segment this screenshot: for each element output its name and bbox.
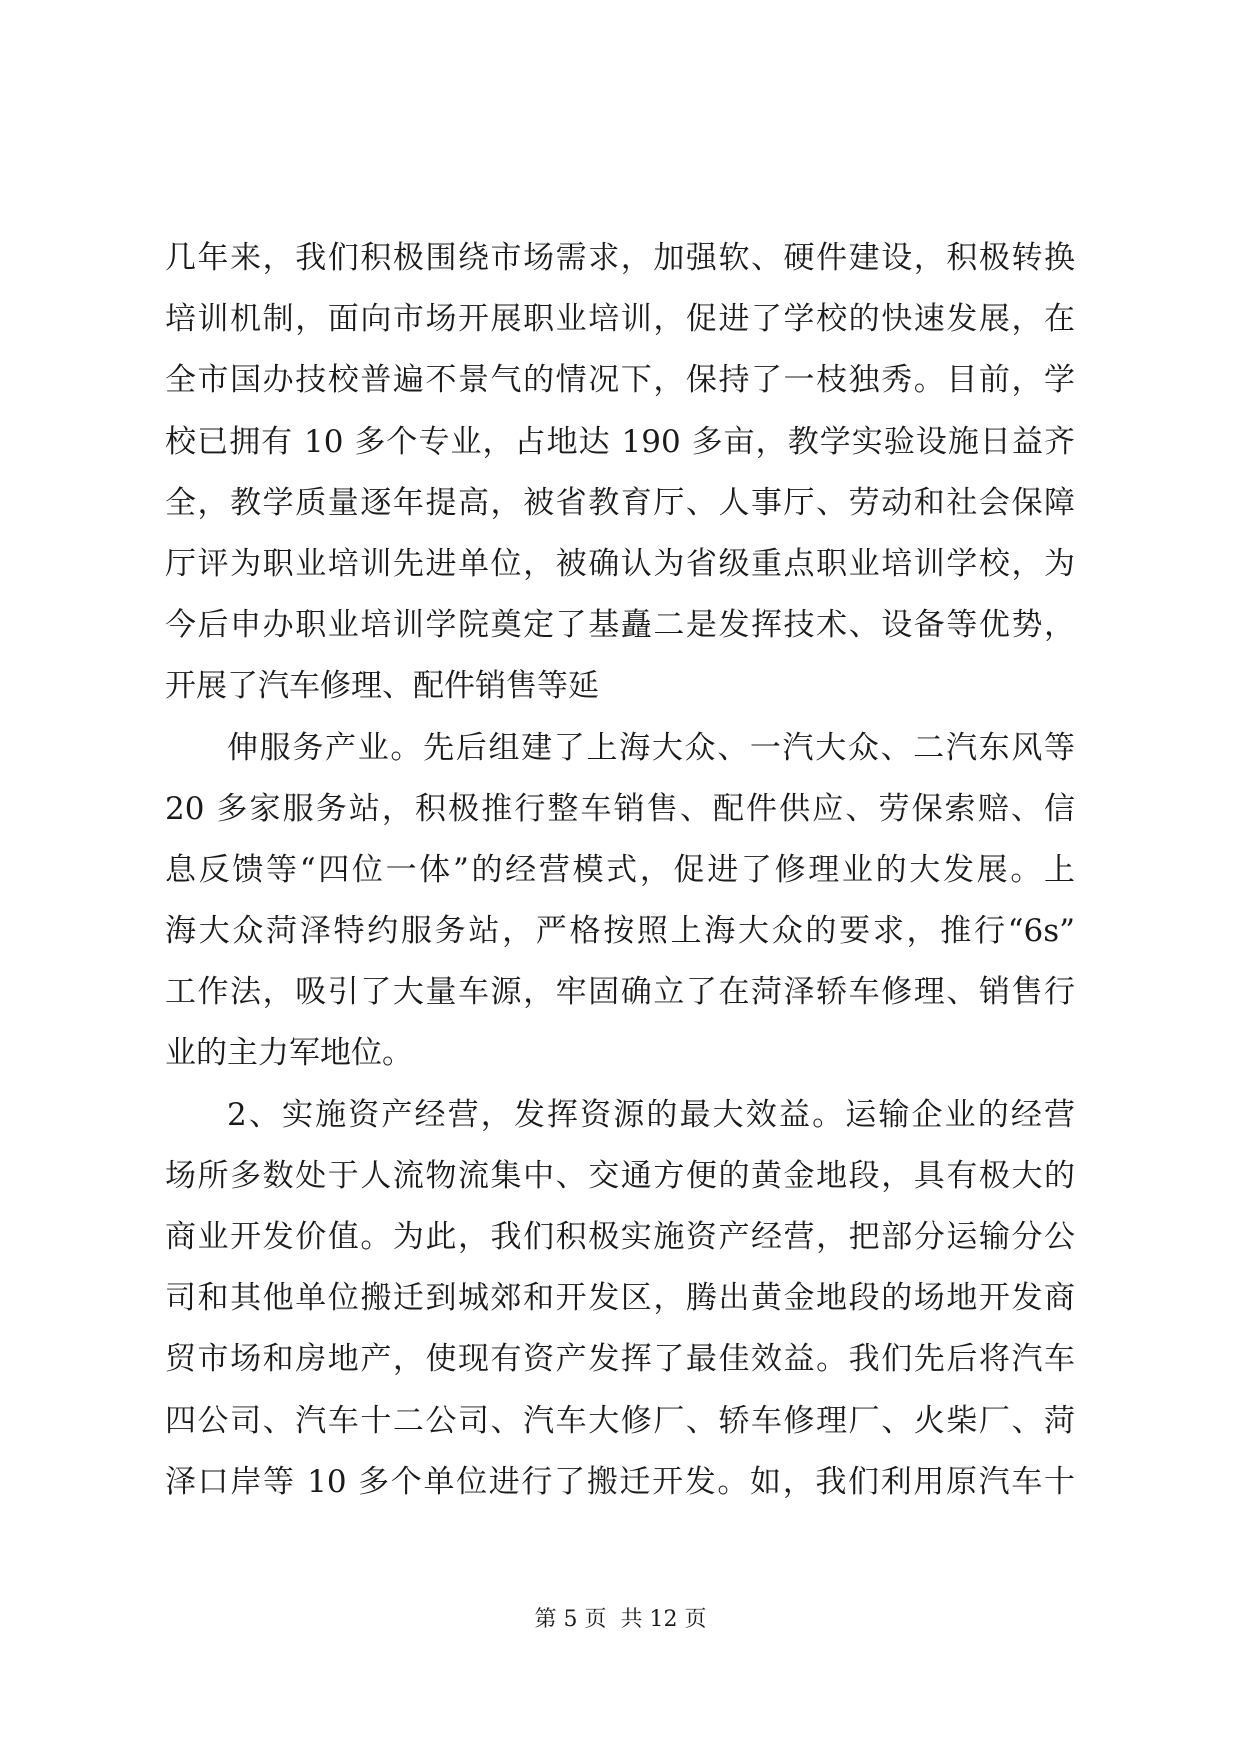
text-line: 开展了汽车修理、配件销售等延: [165, 668, 599, 705]
text-line: 四公司、汽车十二公司、汽车大修厂、轿车修理厂、火柴厂、菏: [165, 1402, 1075, 1439]
text-line: 全，教学质量逐年提高，被省教育厅、人事厅、劳动和社会保障: [165, 484, 1075, 521]
text-line: 海大众菏泽特约服务站，严格按照上海大众的要求，推行“6s”: [165, 913, 1075, 950]
page-footer: [0, 1605, 1241, 1635]
text-line: 2、实施资产经营，发挥资源的最大效益。运输企业的经营: [227, 1096, 1075, 1133]
document-body: [165, 228, 1075, 1513]
text-line: 几年来，我们积极围绕市场需求，加强软、硬件建设，积极转换: [165, 240, 1075, 276]
text-line: 培训机制，面向市场开展职业培训，促进了学校的快速发展，在: [165, 301, 1075, 338]
text-line: 厅评为职业培训先进单位，被确认为省级重点职业培训学校，为: [165, 545, 1075, 582]
page-number: 第 5 页: [534, 1607, 607, 1632]
text-line: 今后申办职业培训学院奠定了基矗二是发挥技术、设备等优势，: [165, 607, 1075, 644]
text-line: 商业开发价值。为此，我们积极实施资产经营，把部分运输分公: [165, 1219, 1075, 1255]
text-line: 工作法，吸引了大量车源，牢固确立了在菏泽轿车修理、销售行: [165, 974, 1075, 1011]
text-line: 息反馈等“四位一体”的经营模式，促进了修理业的大发展。上: [165, 851, 1075, 888]
text-line: 校已拥有 10 多个专业，占地达 190 多亩，教学实验设施日益齐: [165, 423, 1075, 460]
text-line: 场所多数处于人流物流集中、交通方便的黄金地段，具有极大的: [165, 1157, 1075, 1194]
page-total: 共 12 页: [620, 1607, 707, 1632]
text-line: 司和其他单位搬迁到城郊和开发区，腾出黄金地段的场地开发商: [165, 1280, 1075, 1317]
text-line: 全市国办技校普遍不景气的情况下，保持了一枝独秀。目前，学: [165, 362, 1075, 399]
text-line: 业的主力军地位。: [165, 1035, 413, 1072]
text-line: 20 多家服务站，积极推行整车销售、配件供应、劳保索赔、信: [165, 790, 1075, 827]
text-line: 贸市场和房地产，使现有资产发挥了最佳效益。我们先后将汽车: [165, 1341, 1075, 1378]
text-line: 泽口岸等 10 多个单位进行了搬迁开发。如，我们利用原汽车十: [165, 1463, 1075, 1500]
text-line: 伸服务产业。先后组建了上海大众、一汽大众、二汽东风等: [227, 729, 1075, 766]
